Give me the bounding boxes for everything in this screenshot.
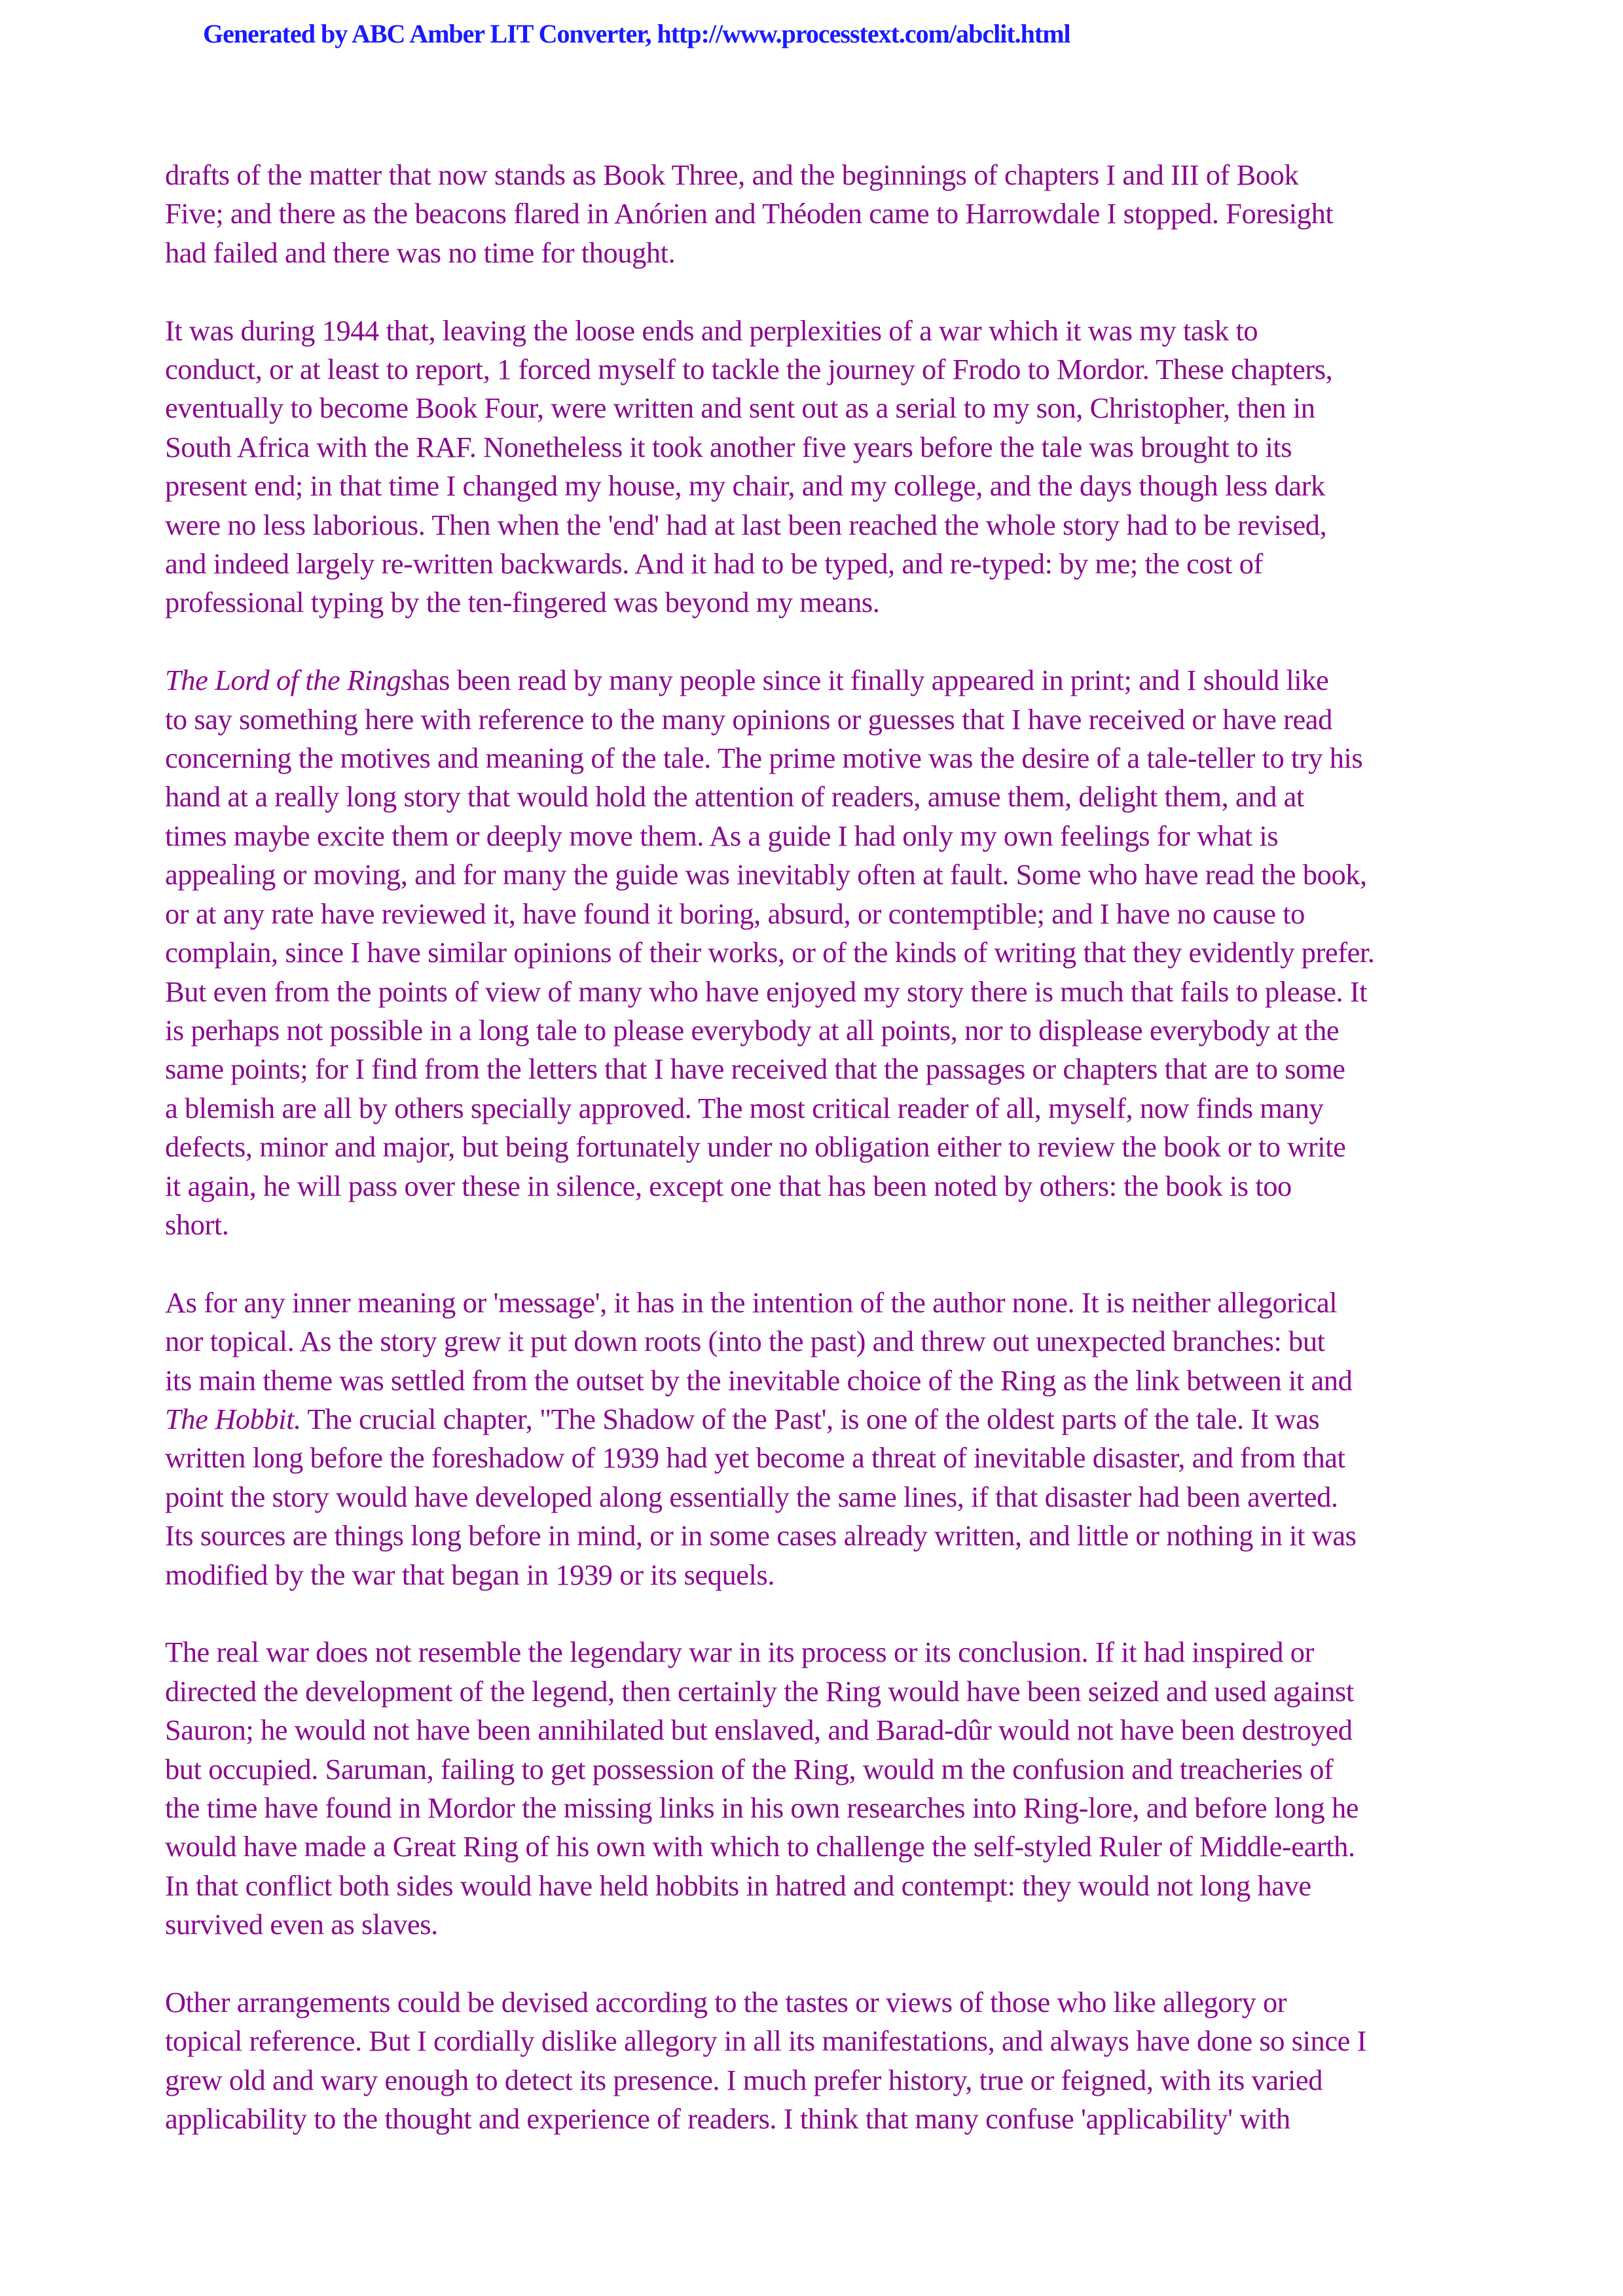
line-text: drafts of the matter that now stands as Book Three, and the beginnings of chapters I and III of Book	[165, 158, 1299, 191]
text-line	[165, 1283, 1474, 1322]
paragraph	[165, 661, 1474, 1244]
line-text: a blemish are all by others specially approved. The most critical reader of all, myself, now finds many	[165, 1091, 1324, 1124]
text-line	[165, 1050, 1474, 1088]
line-text: present end; in that time I changed my house, my chair, and my college, and the days though less dark	[165, 469, 1325, 503]
text-line	[165, 1439, 1474, 1477]
paragraph	[165, 1983, 1474, 2139]
line-text: eventually to become Book Four, were written and sent out as a serial to my son, Christopher, then in	[165, 391, 1315, 425]
text-line	[165, 895, 1474, 933]
line-text: point the story would have developed along essentially the same lines, if that disaster had been averted.	[165, 1480, 1338, 1513]
line-text: appealing or moving, and for many the guide was inevitably often at fault. Some who have read the book,	[165, 858, 1367, 891]
line-text: Its sources are things long before in mind, or in some cases already written, and little or nothing in it was	[165, 1519, 1357, 1552]
line-text: Sauron; he would not have been annihilated but enslaved, and Barad-dûr would not have been destroyed	[165, 1713, 1353, 1747]
line-text: its main theme was settled from the outset by the inevitable choice of the Ring as the link between it and	[165, 1363, 1353, 1397]
text-line	[165, 1478, 1474, 1516]
line-text: South Africa with the RAF. Nonetheless it took another five years before the tale was brought to its	[165, 430, 1292, 463]
paragraph	[165, 156, 1474, 272]
text-line	[165, 1206, 1474, 1244]
text-line	[165, 661, 1474, 700]
text-line	[165, 739, 1474, 778]
paragraph	[165, 312, 1474, 622]
text-line	[165, 1011, 1474, 1050]
line-text: written long before the foreshadow of 1939 had yet become a threat of inevitable disaster, and from that	[165, 1441, 1345, 1475]
text-line	[165, 194, 1474, 233]
line-text: conduct, or at least to report, 1 forced myself to tackle the journey of Frodo to Mordor. These chapters,	[165, 353, 1333, 386]
line-text: has been read by many people since it finally appeared in print; and I should like	[412, 664, 1329, 697]
line-text: same points; for I find from the letters that I have received that the passages or chapters that are to some	[165, 1052, 1345, 1086]
line-text: It was during 1944 that, leaving the loose ends and perplexities of a war which it was my task to	[165, 314, 1258, 347]
line-text: to say something here with reference to the many opinions or guesses that I have received or have read	[165, 702, 1332, 736]
line-text: The crucial chapter, "The Shadow of the Past', is one of the oldest parts of the tale. It was	[301, 1402, 1320, 1435]
text-line	[165, 389, 1474, 427]
text-line	[165, 350, 1474, 389]
text-line	[165, 1128, 1474, 1166]
text-line	[165, 1983, 1474, 2022]
text-line	[165, 1905, 1474, 1944]
line-text: topical reference. But I cordially dislike allegory in all its manifestations, and always have done so since I	[165, 2024, 1366, 2058]
text-line	[165, 1089, 1474, 1128]
text-line	[165, 1827, 1474, 1866]
line-text: short.	[165, 1208, 229, 1241]
text-line	[165, 467, 1474, 505]
line-text: applicability to the thought and experience of readers. I think that many confuse 'applicability' with	[165, 2102, 1290, 2136]
line-text: The real war does not resemble the legendary war in its process or its conclusion. If it had inspired or	[165, 1636, 1314, 1669]
line-text: professional typing by the ten-fingered was beyond my means.	[165, 586, 880, 619]
text-line	[165, 1867, 1474, 1905]
text-line	[165, 1516, 1474, 1555]
text-line	[165, 778, 1474, 816]
line-text: times maybe excite them or deeply move them. As a guide I had only my own feelings for what is	[165, 819, 1279, 852]
text-line	[165, 428, 1474, 467]
line-text: it again, he will pass over these in silence, except one that has been noted by others: the book is too	[165, 1169, 1292, 1202]
line-text: In that conflict both sides would have held hobbits in hatred and contempt: they would not long have	[165, 1869, 1311, 1902]
text-line	[165, 1400, 1474, 1439]
line-text: Other arrangements could be devised according to the tastes or views of those who like allegory or	[165, 1986, 1287, 2019]
text-line	[165, 700, 1474, 739]
text-line	[165, 1361, 1474, 1400]
paragraph	[165, 1283, 1474, 1594]
line-text: the time have found in Mordor the missing links in his own researches into Ring-lore, and before long he	[165, 1791, 1359, 1824]
text-line	[165, 1711, 1474, 1749]
text-line	[165, 817, 1474, 855]
line-text: nor topical. As the story grew it put down roots (into the past) and threw out unexpected branches: but	[165, 1325, 1325, 1358]
line-text: survived even as slaves.	[165, 1908, 438, 1941]
line-text: but occupied. Saruman, failing to get possession of the Ring, would m the confusion and treacheries of	[165, 1752, 1334, 1785]
line-text: and indeed largely re-written backwards. And it had to be typed, and re-typed: by me; the cost of	[165, 547, 1263, 581]
line-text: concerning the motives and meaning of the tale. The prime motive was the desire of a tale-teller to try his	[165, 742, 1363, 775]
italic-title: The Hobbit.	[165, 1402, 301, 1435]
line-text: grew old and wary enough to detect its presence. I much prefer history, true or feigned, with its varied	[165, 2063, 1323, 2096]
text-line	[165, 1167, 1474, 1206]
text-line	[165, 583, 1474, 622]
italic-title: The Lord of the Rings	[165, 664, 412, 697]
line-text: Five; and there as the beacons flared in Anórien and Théoden came to Harrowdale I stopped. Foresight	[165, 197, 1334, 230]
line-text: is perhaps not possible in a long tale to please everybody at all points, nor to displease everybody at the	[165, 1013, 1340, 1047]
text-line	[165, 933, 1474, 972]
line-text: would have made a Great Ring of his own with which to challenge the self-styled Ruler of Middle-earth.	[165, 1830, 1355, 1863]
text-line	[165, 506, 1474, 545]
line-text: or at any rate have reviewed it, have found it boring, absurd, or contemptible; and I have no cause to	[165, 897, 1305, 930]
text-line	[165, 1789, 1474, 1827]
line-text: had failed and there was no time for thought.	[165, 236, 676, 269]
text-line	[165, 2061, 1474, 2100]
text-line	[165, 973, 1474, 1011]
document-body	[165, 156, 1474, 2139]
line-text: directed the development of the legend, then certainly the Ring would have been seized and used against	[165, 1674, 1354, 1708]
text-line	[165, 312, 1474, 350]
text-line	[165, 1322, 1474, 1361]
text-line	[165, 156, 1474, 194]
text-line	[165, 1633, 1474, 1672]
text-line	[165, 855, 1474, 894]
paragraph	[165, 1633, 1474, 1944]
line-text: were no less laborious. Then when the 'end' had at last been reached the whole story had to be revised,	[165, 508, 1327, 541]
text-line	[165, 545, 1474, 583]
converter-header: Generated by ABC Amber LIT Converter, http://www.processtext.com/abclit.html	[203, 19, 1070, 48]
line-text: But even from the points of view of many who have enjoyed my story there is much that fails to please. It	[165, 975, 1368, 1008]
text-line	[165, 1556, 1474, 1594]
line-text: modified by the war that began in 1939 or its sequels.	[165, 1558, 775, 1591]
text-line	[165, 2100, 1474, 2138]
text-line	[165, 1750, 1474, 1789]
line-text: hand at a really long story that would hold the attention of readers, amuse them, delight them, and at	[165, 780, 1304, 814]
line-text: defects, minor and major, but being fortunately under no obligation either to review the book or to write	[165, 1130, 1346, 1164]
text-line	[165, 1672, 1474, 1711]
line-text: As for any inner meaning or 'message', it has in the intention of the author none. It is neither allegorical	[165, 1285, 1338, 1319]
line-text: complain, since I have similar opinions of their works, or of the kinds of writing that they evidently prefer.	[165, 936, 1375, 969]
text-line	[165, 234, 1474, 272]
text-line	[165, 2022, 1474, 2060]
